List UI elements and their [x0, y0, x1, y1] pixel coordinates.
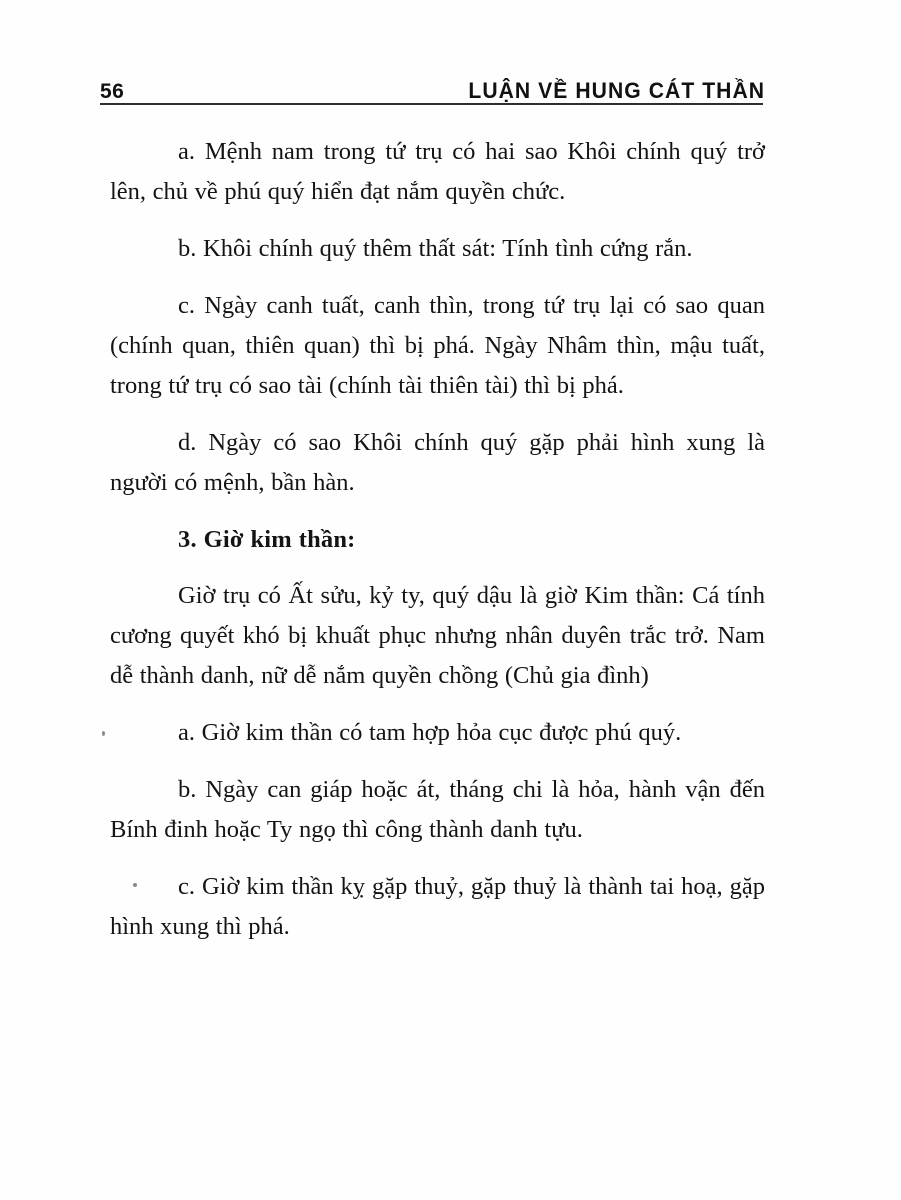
paragraph-c-gio-kim-than-ky [110, 867, 765, 947]
paragraph-a-gio-kim-than-tam-hop [110, 713, 765, 753]
paragraph-gio-tru-co-at-suu: Giờ trụ có Ất sửu, kỷ ty, quý dậu là giờ Kim thần: Cá tính cương quyết khó bị khuất phục nhưng nhân duyên trắc trở. Nam dễ thành danh, nữ dễ nắm quyền chồng (Chủ gia đình) [110, 582, 765, 689]
ink-speck-mark [133, 883, 137, 887]
paragraph-d-ngay-co-sao-khoi: d. Ngày có sao Khôi chính quý gặp phải hình xung là người có mệnh, bần hàn. [110, 429, 765, 496]
paragraph-a-gio-kim-than-tam-hop-text: a. Giờ kim thần có tam hợp hỏa cục được phú quý. [178, 719, 682, 746]
paragraph-c-gio-kim-than-ky-text: c. Giờ kim thần kỵ gặp thuỷ, gặp thuỷ là thành tai hoạ, gặp hình xung thì phá. [110, 873, 765, 940]
paragraph-a-menh-nam: a. Mệnh nam trong tứ trụ có hai sao Khôi chính quý trở lên, chủ về phú quý hiển đạt nắm quyền chức. [110, 138, 765, 205]
paragraph-b-khoi-chinh-quy: b. Khôi chính quý thêm thất sát: Tính tình cứng rắn. [178, 235, 693, 262]
paragraph-b-ngay-can-giap: b. Ngày can giáp hoặc át, tháng chi là hỏa, hành vận đến Bính đinh hoặc Ty ngọ thì công thành danh tựu. [110, 776, 765, 843]
body-text-column [110, 132, 765, 947]
running-header [100, 62, 765, 102]
page-number: 56 [100, 80, 125, 103]
section-heading-gio-kim-than: 3. Giờ kim thần: [178, 526, 356, 553]
running-title: LUẬN VỀ HUNG CÁT THẦN [468, 78, 765, 103]
header-divider-rule [100, 103, 763, 105]
ink-speck-mark [102, 731, 105, 736]
paragraph-c-ngay-canh-tuat: c. Ngày canh tuất, canh thìn, trong tứ trụ lại có sao quan (chính quan, thiên quan) thì bị phá. Ngày Nhâm thìn, mậu tuất, trong tứ trụ có sao tài (chính tài thiên tài) thì bị phá. [110, 292, 765, 399]
